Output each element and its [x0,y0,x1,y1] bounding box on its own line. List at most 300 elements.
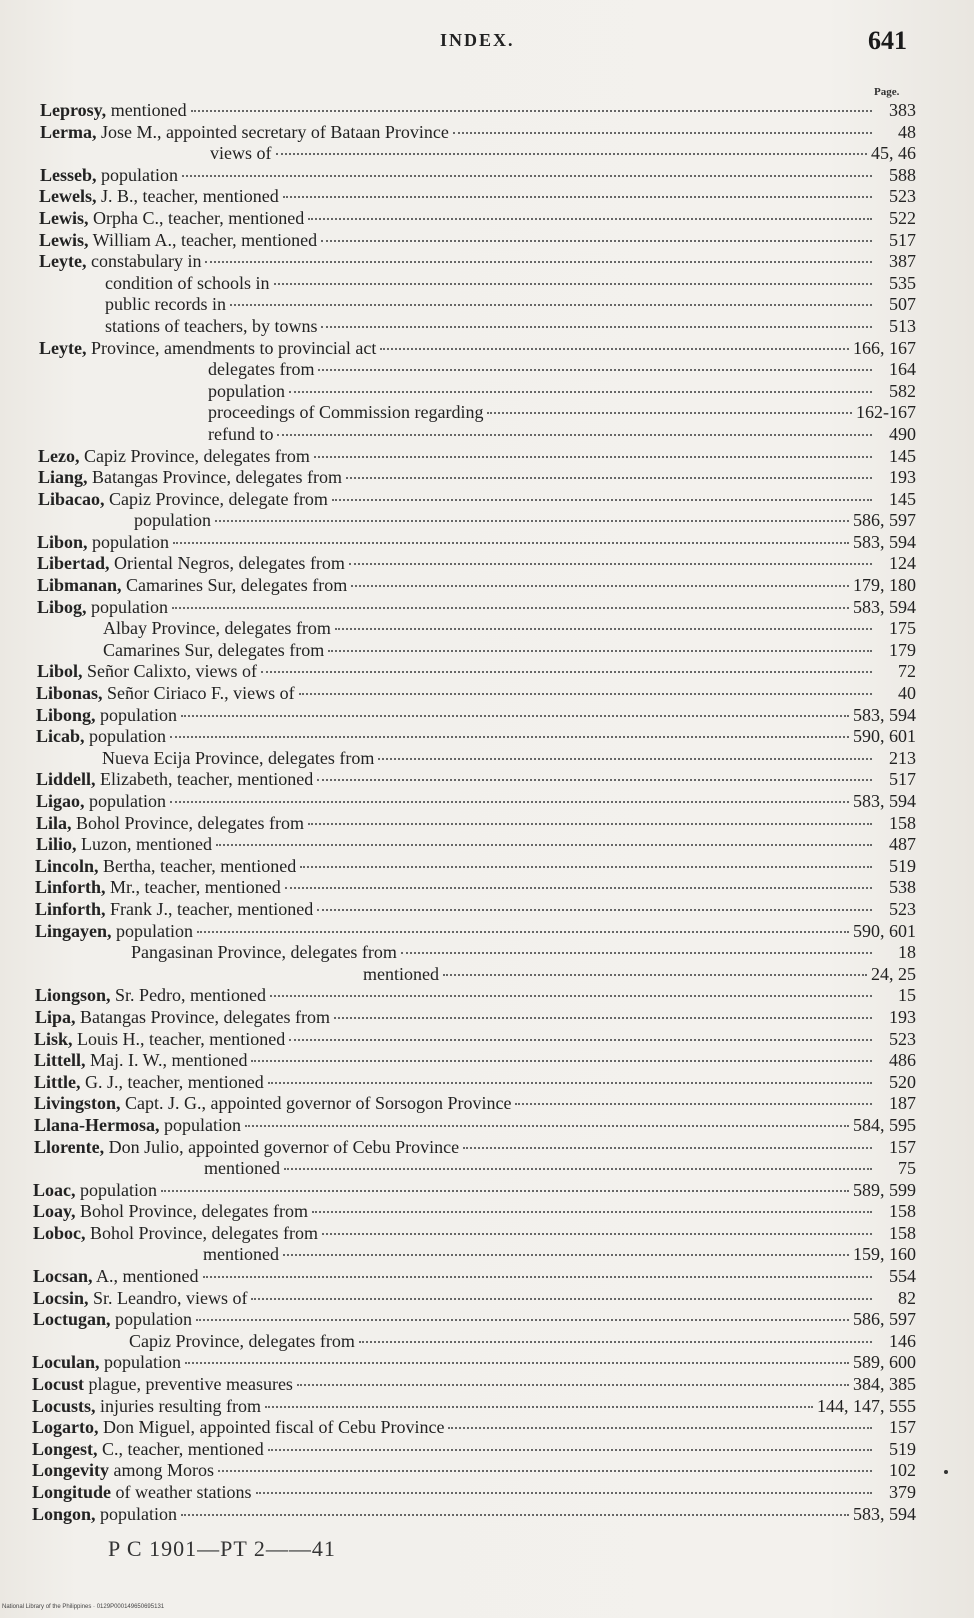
entry-text [34,1029,285,1051]
entry-page-ref: 589, 600 [853,1352,916,1373]
dot-leader [197,931,849,933]
entry-page-ref: 162-167 [856,402,916,423]
entry-description: Bohol Province, delegates from [71,812,304,833]
entry-text [40,100,187,122]
entry-page-ref: 586, 597 [853,510,916,531]
entry-headword: Lingayen, [35,920,112,941]
entry-page-ref: 213 [889,747,916,768]
entry-description: Luzon, mentioned [76,834,212,855]
entry-page-ref: 523 [889,898,916,919]
entry-text [39,338,376,360]
index-entry [0,1072,974,1094]
entry-headword: Loctugan, [33,1309,111,1330]
dot-leader [308,823,872,825]
entry-page-ref: 583, 594 [853,531,916,552]
entry-headword: Locusts, [32,1395,96,1416]
entry-headword: Locsan, [33,1266,93,1287]
dot-leader [308,218,872,220]
entry-headword: Llorente, [34,1136,105,1157]
entry-page-ref: 379 [889,1482,916,1502]
entry-page-ref: 383 [889,100,916,120]
entry-text [36,813,304,835]
entry-description: Capiz Province, delegate from [104,488,328,509]
entry-page-ref: 158 [889,812,916,833]
index-entry [0,208,974,230]
entry-description: Don Julio, appointed governor of Cebu Province [104,1136,460,1157]
dot-leader [251,1060,872,1062]
dot-leader [268,1449,872,1451]
entry-text [37,532,169,554]
entry-text [36,726,166,748]
dot-leader [274,283,873,285]
dot-leader [285,887,872,889]
entry-text [105,273,270,295]
index-entry [0,294,974,316]
dot-leader [332,499,872,501]
index-entry [0,122,974,144]
index-entry [0,1115,974,1137]
dot-leader [312,1211,872,1213]
dot-leader [328,650,872,652]
dot-leader [463,1147,872,1149]
entry-description: plague, preventive measures [84,1374,293,1395]
dot-leader [487,412,852,414]
entry-text [35,921,193,943]
entry-text [38,489,328,511]
index-entry [0,942,974,964]
entry-text [203,1244,279,1266]
entry-text [36,705,177,727]
dot-leader [453,132,872,134]
entry-headword: Longest, [32,1438,98,1459]
entry-description: refund to [208,423,274,444]
index-entry [0,834,974,856]
dot-leader [314,456,872,458]
entry-page-ref: 486 [889,1050,916,1071]
entry-page-ref: 589, 599 [853,1179,916,1200]
entry-description: G. J., teacher, mentioned [80,1071,264,1092]
entry-headword: Libol, [37,661,83,682]
entry-text [33,1223,318,1245]
dot-leader [359,1341,872,1343]
dot-leader [334,1017,872,1019]
entry-page-ref: 124 [889,553,916,574]
entry-description: Sr. Leandro, views of [88,1287,248,1308]
entry-page-ref: 582 [889,380,916,401]
index-entry [0,899,974,921]
index-entry [0,1050,974,1072]
entry-text [204,1158,280,1180]
entry-headword: Liongson, [35,985,111,1006]
entry-page-ref: 144, 147, 555 [817,1395,916,1416]
entry-description: Province, amendments to provincial act [86,337,377,358]
index-entry [0,143,974,165]
entry-text [32,1504,177,1526]
entry-page-ref: 513 [889,315,916,336]
dot-leader [378,758,872,760]
entry-text [105,294,226,316]
index-entry [0,683,974,705]
dot-leader [185,1362,849,1364]
entry-text [32,1374,293,1396]
dot-leader [401,952,872,954]
entry-text [35,899,313,921]
dot-leader [299,693,872,695]
entry-page-ref: 522 [889,207,916,228]
entry-page-ref: 507 [889,294,916,315]
entry-headword: Libong, [36,704,96,725]
entry-description: Capiz Province, delegates from [129,1330,355,1351]
entry-text [103,640,324,662]
entry-text [35,856,296,878]
entry-headword: Libmanan, [37,575,122,596]
dot-leader [265,1406,813,1408]
dot-leader [218,1470,872,1472]
entry-page-ref: 175 [889,618,916,639]
entry-description: Nueva Ecija Province, delegates from [102,747,375,768]
index-entry [0,186,974,208]
entry-text [38,467,342,489]
dot-leader [349,563,872,565]
entry-description: views of [210,143,272,164]
entry-description: population [99,1352,182,1373]
entry-page-ref: 179, 180 [853,575,916,596]
entry-description: population [75,1179,157,1200]
dot-leader [181,715,849,717]
entry-description: mentioned [204,1158,280,1179]
index-entry [0,597,974,619]
entry-page-ref: 82 [898,1287,916,1308]
dot-leader [205,261,872,263]
entry-text [36,683,295,705]
entry-page-ref: 166, 167 [853,337,916,358]
entry-page-ref: 490 [889,423,916,444]
dot-leader [318,369,872,371]
entry-text [208,381,285,403]
entry-text [102,748,374,770]
entry-headword: Lisk, [34,1028,73,1049]
entry-text [37,575,347,597]
entry-description: Frank J., teacher, mentioned [105,898,314,919]
index-entry [0,1137,974,1159]
entry-description: William A., teacher, mentioned [88,229,318,250]
index-entry [0,1352,974,1374]
entry-page-ref: 538 [889,877,916,898]
index-entry [0,489,974,511]
index-entry [0,985,974,1007]
entry-description: delegates from [208,359,315,380]
index-entry [0,661,974,683]
dot-leader [515,1103,872,1105]
dot-leader [321,326,872,328]
entry-headword: Libog, [37,596,87,617]
entry-page-ref: 535 [889,272,916,293]
entry-text [105,316,317,338]
dot-leader [300,866,872,868]
entry-description: population [95,1503,178,1524]
entry-headword: Livingston, [34,1093,121,1114]
entry-text [33,1309,192,1331]
entry-headword: Loculan, [32,1352,100,1373]
archive-note: National Library of the Philippines · 0129P000149650695131 [2,1604,165,1610]
dot-leader [317,779,872,781]
entry-text [32,1439,264,1461]
entry-headword: Ligao, [36,791,85,811]
entry-headword: Lewis, [39,207,89,228]
entry-description: constabulary in [86,251,202,272]
page-column-label: Page. [874,86,900,98]
index-entry [0,1288,974,1310]
entry-description: Don Miguel, appointed fiscal of Cebu Province [98,1417,445,1438]
index-entry [0,1093,974,1115]
entry-text [32,1396,261,1418]
entry-page-ref: 40 [898,683,916,704]
index-entry [0,1266,974,1288]
dot-leader [283,196,872,198]
entry-description: Capiz Province, delegates from [79,445,310,466]
entry-page-ref: 158 [889,1222,916,1243]
dot-leader [284,1168,872,1170]
index-entry [0,230,974,252]
entry-text [103,618,331,640]
entry-headword: Loay, [33,1201,76,1222]
entry-description: population [84,726,167,747]
entry-text [210,143,272,165]
entry-page-ref: 164 [889,359,916,380]
entry-page-ref: 75 [898,1158,916,1179]
dot-leader [283,1254,849,1256]
entry-page-ref: 517 [889,769,916,790]
dot-leader [216,844,872,846]
entry-text [34,1050,247,1072]
dot-leader [321,240,872,242]
index-entry [0,273,974,295]
signature-mark: P C 1901—PT 2——41 [108,1536,336,1561]
entry-headword: Liang, [38,467,88,488]
index-entry [0,726,974,748]
entry-text [208,402,483,424]
entry-description: Sr. Pedro, mentioned [110,985,267,1006]
index-entry [0,446,974,468]
entry-page-ref: 523 [889,1028,916,1049]
entry-headword: Libacao, [38,488,105,509]
dot-leader [277,434,872,436]
entry-description: population [111,920,194,941]
entry-page-ref: 157 [889,1136,916,1157]
index-entry [0,618,974,640]
index-entry [0,1201,974,1223]
index-entry [0,1158,974,1180]
index-entry [0,1309,974,1331]
page-number: 641 [868,26,907,55]
entry-page-ref: 590, 601 [853,726,916,747]
index-entry [0,1007,974,1029]
entry-headword: Littell, [34,1050,86,1071]
page-title: INDEX. [440,30,515,50]
entry-headword: Little, [34,1071,81,1092]
entry-headword: Lila, [36,812,72,833]
dot-leader [317,909,872,911]
dot-leader [181,1514,849,1516]
index-entry [0,251,974,273]
entry-description: Bertha, teacher, mentioned [98,855,297,876]
margin-dot [944,1470,948,1474]
entry-text [35,985,266,1007]
entry-page-ref: 179 [889,639,916,660]
index-entry [0,1374,974,1396]
dot-leader [335,628,872,630]
entry-page-ref: 519 [889,1438,916,1459]
entry-headword: Loboc, [33,1222,86,1243]
dot-leader [297,1384,849,1386]
entry-description: of weather stations [111,1482,252,1502]
entry-page-ref: 159, 160 [853,1244,916,1265]
index-entry [0,705,974,727]
entry-description: Capt. J. G., appointed governor of Sorsogon Province [120,1093,512,1114]
entry-text [134,510,211,532]
dot-leader [346,477,872,479]
entry-page-ref: 590, 601 [853,920,916,941]
index-entry [0,1482,974,1504]
index-entry [0,1439,974,1461]
entry-page-ref: 15 [898,985,916,1006]
entry-page-ref: 387 [889,251,916,272]
dot-leader [351,585,849,587]
dot-leader [182,175,872,177]
entry-text [32,1352,181,1374]
index-entry [0,1180,974,1202]
entry-page-ref: 583, 594 [853,1503,916,1524]
entry-description: Oriental Negros, delegates from [109,553,345,574]
entry-headword: Leprosy, [40,100,107,120]
dot-leader [322,1233,872,1235]
entry-headword: Loac, [33,1179,76,1200]
entry-description: injuries resulting from [95,1395,261,1416]
entry-description: A., mentioned [92,1266,199,1287]
dot-leader [172,607,849,609]
entry-page-ref: 583, 594 [853,704,916,725]
entry-page-ref: 45, 46 [871,143,916,164]
index-entry [0,359,974,381]
index-entry [0,1417,974,1439]
entry-text [35,877,281,899]
entry-description: Batangas Province, delegates from [87,467,342,488]
index-entry [0,964,974,986]
index-entry [0,856,974,878]
entry-page-ref: 145 [889,445,916,466]
entry-headword: Licab, [36,726,85,747]
entry-description: among Moros [109,1460,215,1481]
index-entry [0,1223,974,1245]
index-entry [0,921,974,943]
entry-text [33,1201,308,1223]
entry-headword: Lincoln, [35,855,99,876]
entry-page-ref: 384, 385 [853,1374,916,1395]
entry-page-ref: 517 [889,229,916,250]
entry-description: mentioned [363,963,439,984]
entry-headword: Leyte, [39,337,87,358]
index-entry [0,640,974,662]
entry-page-ref: 146 [889,1330,916,1351]
entry-description: population [96,164,179,185]
entry-text [36,834,212,856]
entry-description: Batangas Province, delegates from [75,1006,330,1027]
dot-leader [289,391,872,393]
entry-page-ref: 586, 597 [853,1309,916,1330]
entry-headword: Lerma, [40,121,97,142]
entry-headword: Linforth, [35,898,106,919]
entry-headword: Libertad, [37,553,110,574]
entry-headword: Logarto, [32,1417,99,1438]
entry-page-ref: 523 [889,186,916,207]
entry-page-ref: 583, 594 [853,791,916,811]
entry-text [40,122,449,144]
index-entry [0,316,974,338]
entry-page-ref: 102 [889,1460,916,1481]
entry-text [32,1482,252,1504]
entry-description: Louis H., teacher, mentioned [72,1028,286,1049]
index-entry [0,532,974,554]
entry-headword: Longevity [32,1460,110,1481]
entry-text [37,661,257,683]
index-entry [0,467,974,489]
entry-headword: Lewis, [39,229,89,250]
entry-page-ref: 187 [889,1093,916,1114]
entry-headword: Lezo, [38,445,80,466]
dot-leader [256,1492,873,1494]
dot-leader [215,520,849,522]
entry-page-ref: 487 [889,834,916,855]
dot-leader [196,1319,849,1321]
dot-leader [245,1125,849,1127]
entry-text [33,1288,247,1310]
entry-page-ref: 554 [889,1266,916,1287]
index-entry [0,1460,974,1482]
entry-description: Camarines Sur, delegates from [103,639,325,660]
dot-leader [170,736,849,738]
entry-page-ref: 48 [898,121,916,142]
entry-description: Camarines Sur, delegates from [121,575,348,596]
entry-page-ref: 145 [889,488,916,509]
entry-text [39,251,201,273]
entry-page-ref: 193 [889,467,916,488]
entry-page-ref: 24, 25 [871,963,916,984]
entry-text [36,769,313,791]
index-entry [0,1504,974,1526]
entry-description: mentioned [106,100,187,120]
dot-leader [276,153,868,155]
entry-text [208,359,314,381]
entry-headword: Leyte, [39,251,87,272]
entry-headword: Longon, [32,1503,96,1524]
index-entry [0,769,974,791]
entry-text [32,1460,214,1482]
entry-description: population [110,1309,193,1330]
index-entry [0,1029,974,1051]
entry-description: stations of teachers, by towns [105,315,318,336]
entry-headword: Locsin, [33,1287,89,1308]
entry-headword: Lilio, [36,834,77,855]
dot-leader [173,542,849,544]
entry-text [40,165,178,187]
entry-description: Señor Calixto, views of [82,661,258,682]
index-entry [0,510,974,532]
entry-text [39,208,304,230]
entry-text [33,1266,199,1288]
entry-description: Pangasinan Province, delegates from [131,942,397,963]
index-entry [0,1244,974,1266]
dot-leader [230,304,872,306]
